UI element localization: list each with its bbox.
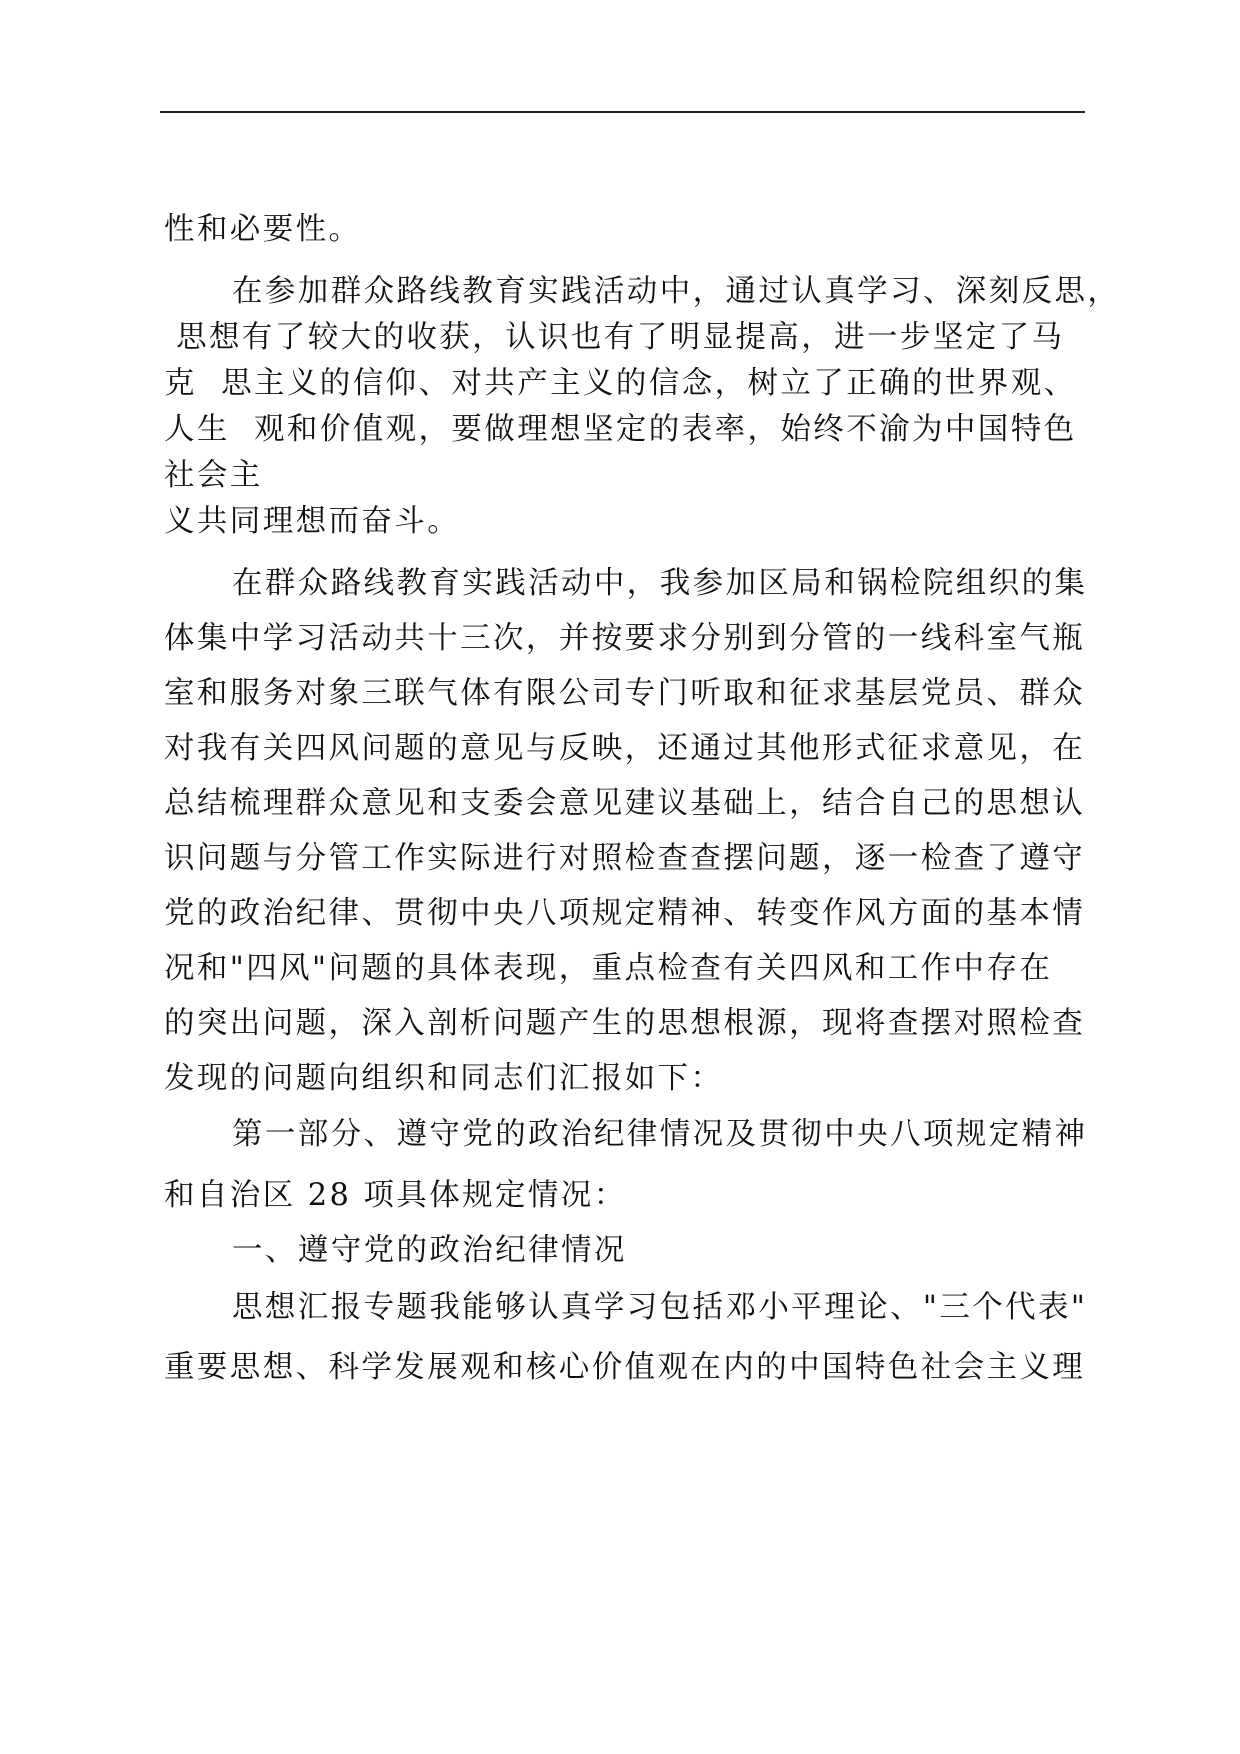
paragraph-start-line: 在群众路线教育实践活动中，我参加区局和锅检院组织的集 (232, 566, 1088, 601)
text-line: 况和"四风"问题的具体表现，重点检查有关四风和工作中存在 (164, 951, 1053, 986)
subsection-heading: 一、遵守党的政治纪律情况 (232, 1233, 627, 1268)
text-line: 义共同理想而奋斗。 (164, 504, 461, 539)
paragraph-start-line: 在参加群众路线教育实践活动中，通过认真学习、深刻反思， (232, 274, 1121, 309)
text-line: 重要思想、科学发展观和核心价值观在内的中国特色社会主义理 (164, 1350, 1086, 1385)
text-line: 克 思主义的信仰、对共产主义的信念，树立了正确的世界观、 (164, 366, 1077, 401)
text-line: 党的政治纪律、贯彻中央八项规定精神、转变作风方面的基本情 (164, 896, 1086, 931)
text-line: 思想有了较大的收获，认识也有了明显提高，进一步坚定了马 (164, 320, 1065, 355)
text-line: 社会主 (164, 458, 263, 493)
text-line: 人生 观和价值观，要做理想坚定的表率，始终不渝为中国特色 (164, 412, 1077, 447)
text-line: 室和服务对象三联气体有限公司专门听取和征求基层党员、群众 (164, 676, 1086, 711)
text-line: 发现的问题向组织和同志们汇报如下： (164, 1061, 724, 1096)
text-line: 性和必要性。 (164, 212, 362, 247)
section-heading-line: 第一部分、遵守党的政治纪律情况及贯彻中央八项规定精神 (232, 1117, 1088, 1152)
paragraph-start-line: 思想汇报专题我能够认真学习包括邓小平理论、"三个代表" (232, 1290, 1088, 1325)
text-line: 的突出问题，深入剖析问题产生的思想根源，现将查摆对照检查 (164, 1006, 1086, 1041)
header-rule (160, 111, 1085, 113)
text-line: 体集中学习活动共十三次，并按要求分别到分管的一线科室气瓶 (164, 621, 1086, 656)
text-line: 对我有关四风问题的意见与反映，还通过其他形式征求意见，在 (164, 731, 1086, 766)
section-heading-line: 和自治区 28 项具体规定情况： (164, 1178, 627, 1213)
text-line: 识问题与分管工作实际进行对照检查查摆问题，逐一检查了遵守 (164, 841, 1086, 876)
text-line: 总结梳理群众意见和支委会意见建议基础上，结合自己的思想认 (164, 786, 1086, 821)
